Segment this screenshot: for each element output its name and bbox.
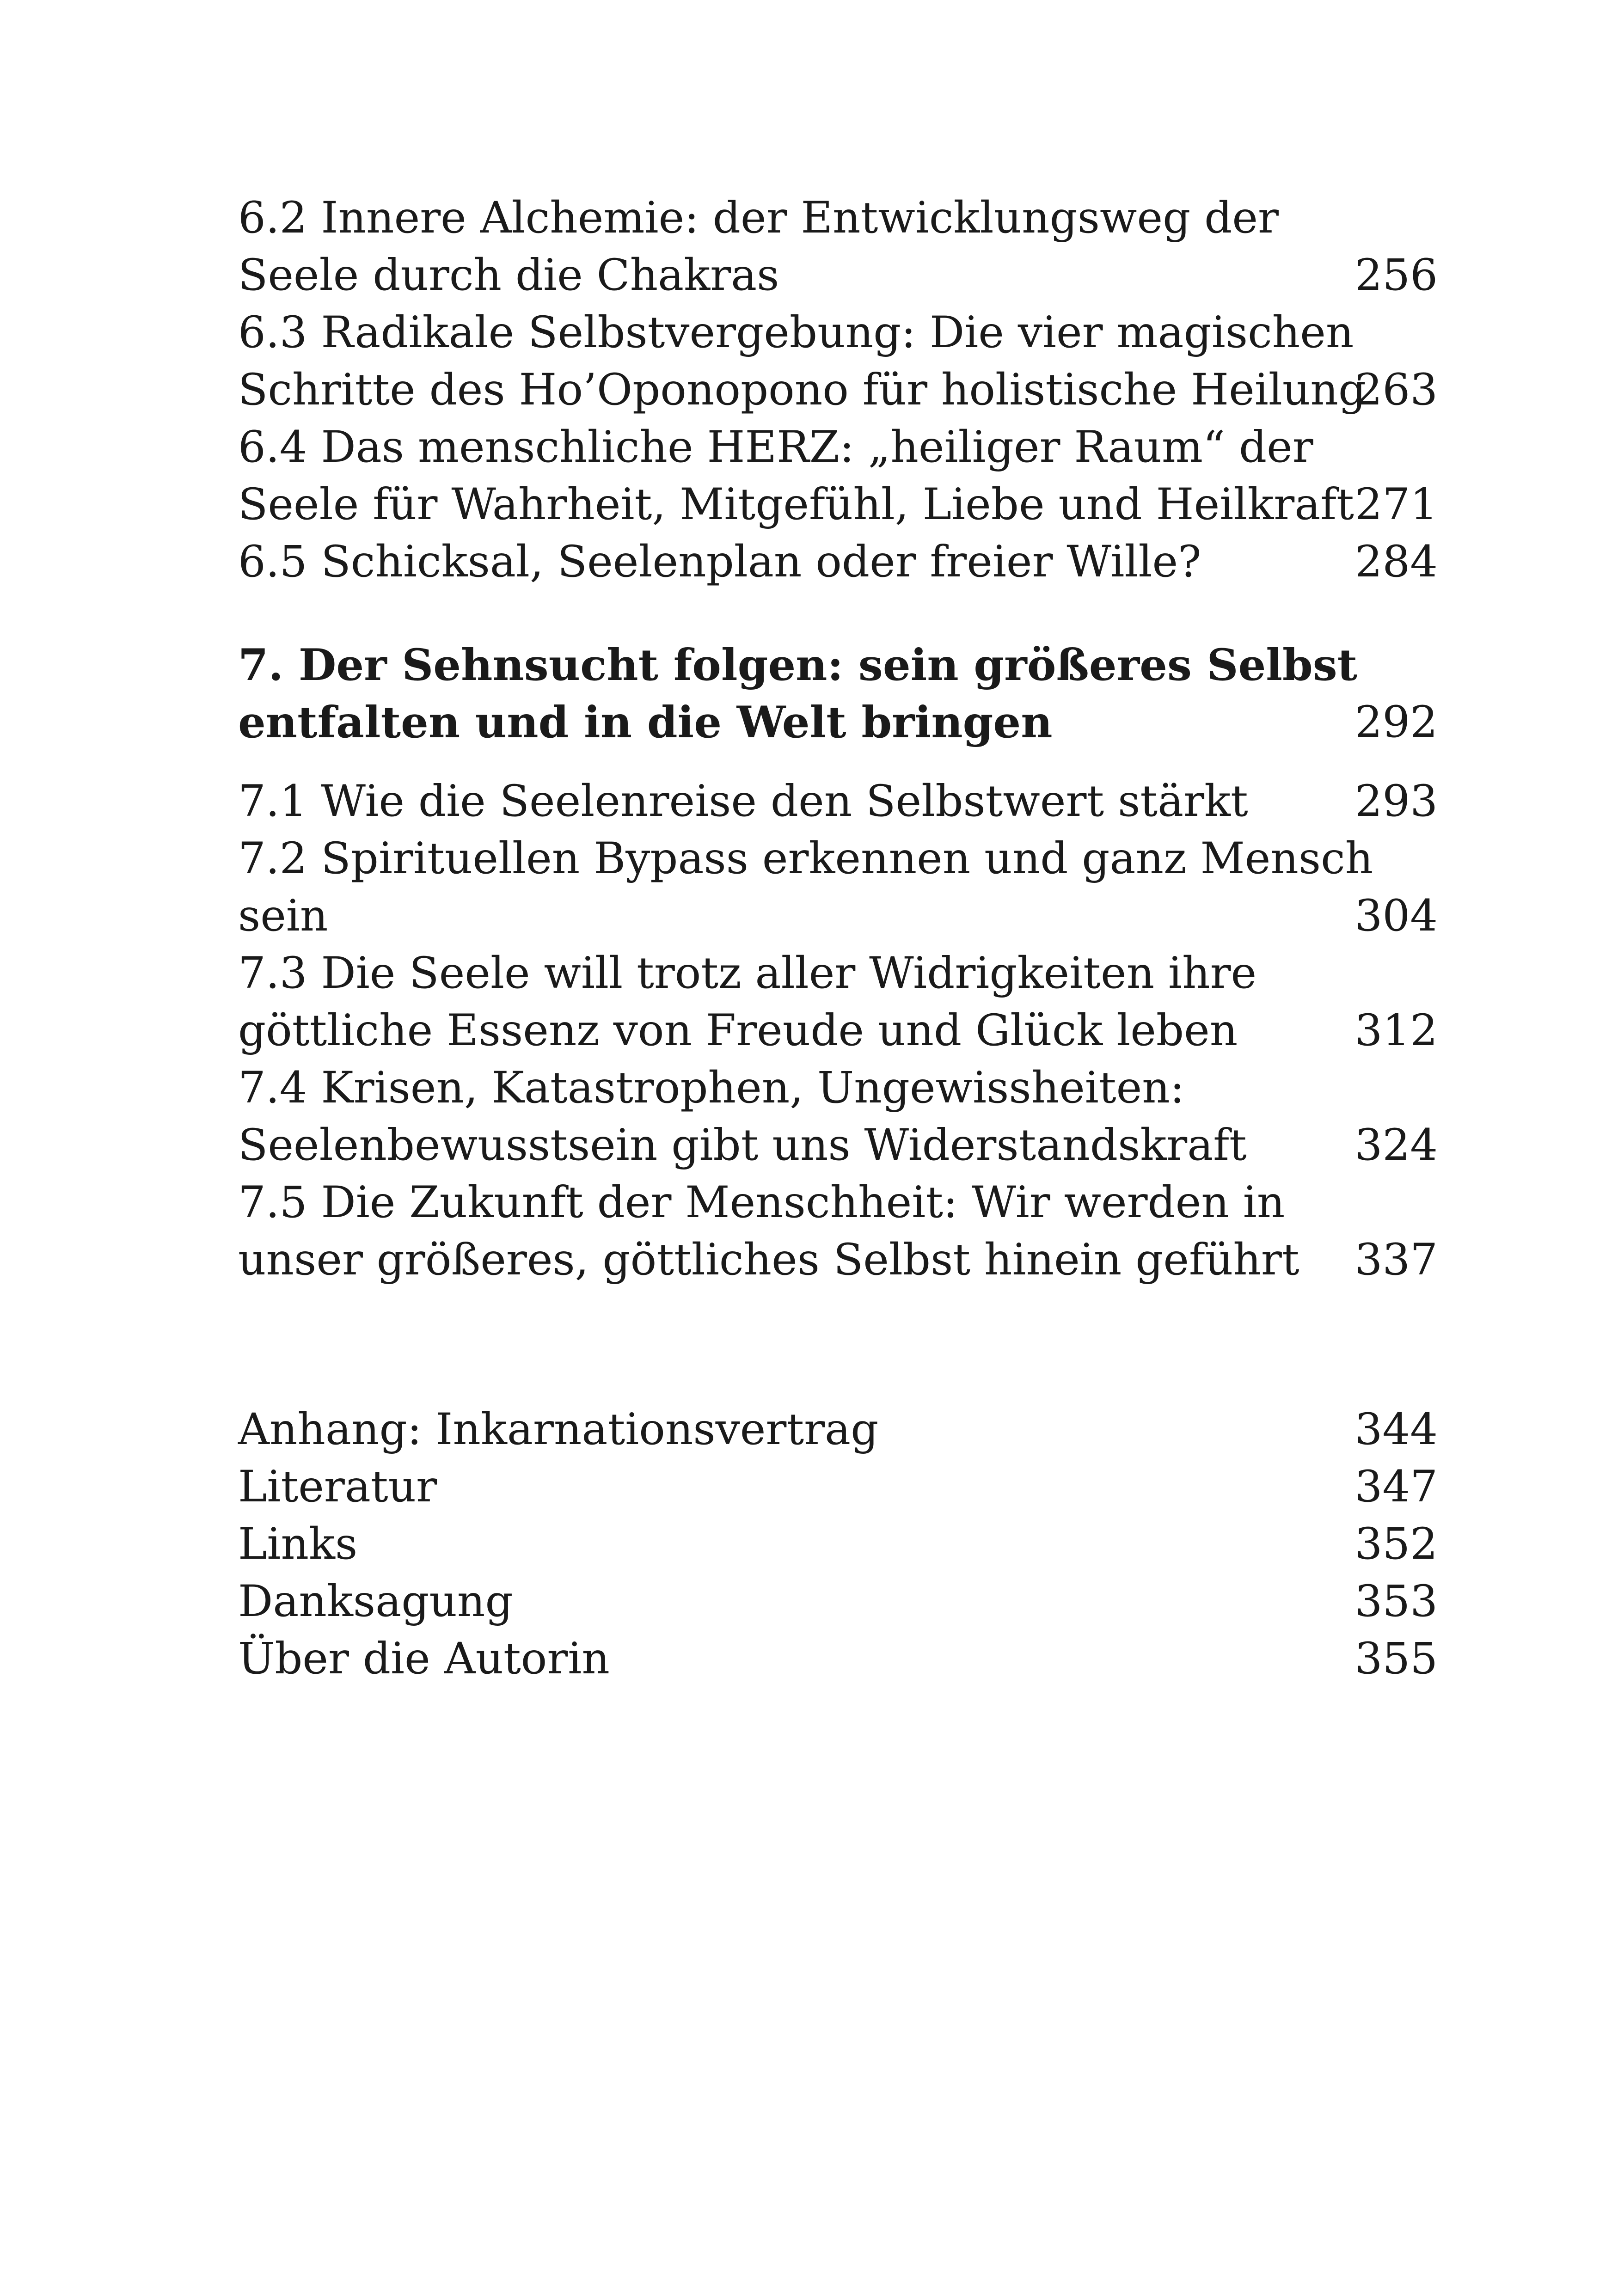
toc-entry-text: Anhang: Inkarnationsvertrag <box>238 1404 879 1455</box>
toc-page-number: 284 <box>1354 537 1438 587</box>
toc-chapter-7-line-1 <box>238 637 1438 694</box>
toc-page-number: 337 <box>1354 1235 1438 1285</box>
toc-entry-text: Literatur <box>238 1462 437 1512</box>
toc-entry-7-5-line-2 <box>238 1231 1438 1289</box>
toc-page-number: 293 <box>1354 776 1438 827</box>
toc-chapter-title: entfalten und in die Welt bringen <box>238 697 1053 748</box>
toc-entry-text: Seele für Wahrheit, Mitgefühl, Liebe und Heilkraft <box>238 479 1354 530</box>
toc-entry-6-2-line-2 <box>238 247 1438 304</box>
toc-entry-text: 6.2 Innere Alchemie: der Entwicklungsweg der <box>238 193 1279 243</box>
toc-entry-text: Seele durch die Chakras <box>238 250 779 300</box>
toc-page-number: 263 <box>1354 365 1438 415</box>
toc-entry-7-2-line-2 <box>238 888 1438 945</box>
toc-page-number: 304 <box>1354 891 1438 941</box>
toc-appendix-danksagung <box>238 1573 1438 1630</box>
toc-entry-text: 7.5 Die Zukunft der Menschheit: Wir werden in <box>238 1177 1285 1228</box>
toc-appendix-autorin <box>238 1630 1438 1688</box>
toc-page-number: 256 <box>1354 250 1438 300</box>
toc-entry-text: Links <box>238 1519 358 1569</box>
toc-page-number: 292 <box>1354 697 1438 747</box>
toc-page-number: 312 <box>1354 1005 1438 1056</box>
toc-entry-7-3-line-1 <box>238 945 1438 1002</box>
toc-entry-text: 6.5 Schicksal, Seelenplan oder freier Wille? <box>238 537 1201 587</box>
toc-entry-text: 6.3 Radikale Selbstvergebung: Die vier magischen <box>238 307 1354 358</box>
toc-entry-text: Seelenbewusstsein gibt uns Widerstandskraft <box>238 1120 1247 1170</box>
toc-entry-text: Über die Autorin <box>238 1634 610 1684</box>
toc-chapter-7-line-2 <box>238 694 1438 751</box>
toc-chapter-title: 7. Der Sehnsucht folgen: sein größeres Selbst <box>238 640 1358 691</box>
toc-page-number: 353 <box>1354 1576 1438 1627</box>
toc-page-number: 352 <box>1354 1519 1438 1569</box>
toc-entry-7-2-line-1 <box>238 830 1438 888</box>
toc-page-number: 355 <box>1354 1634 1438 1684</box>
toc-page-number: 347 <box>1354 1462 1438 1512</box>
toc-appendix-literatur <box>238 1458 1438 1516</box>
toc-appendix-anhang <box>238 1401 1438 1458</box>
toc-entry-text: göttliche Essenz von Freude und Glück leben <box>238 1005 1238 1056</box>
toc-entry-7-4-line-2 <box>238 1117 1438 1174</box>
toc-page-number: 324 <box>1354 1120 1438 1170</box>
toc-entry-text: 7.1 Wie die Seelenreise den Selbstwert stärkt <box>238 776 1248 827</box>
toc-entry-6-4-line-1 <box>238 419 1438 476</box>
toc-entry-6-3-line-2 <box>238 361 1438 419</box>
toc-entry-text: Schritte des Ho’Oponopono für holistische Heilung <box>238 365 1367 415</box>
toc-entry-text: Danksagung <box>238 1576 513 1627</box>
toc-entry-text: 6.4 Das menschliche HERZ: „heiliger Raum“ der <box>238 422 1313 472</box>
toc-page-number: 344 <box>1354 1404 1438 1455</box>
toc-entry-text: 7.2 Spirituellen Bypass erkennen und ganz Mensch <box>238 833 1373 884</box>
toc-appendix-links <box>238 1516 1438 1573</box>
toc-entry-7-1 <box>238 773 1438 830</box>
toc-entry-6-4-line-2 <box>238 476 1438 533</box>
toc-entry-text: sein <box>238 891 328 941</box>
toc-entry-7-3-line-2 <box>238 1002 1438 1059</box>
toc-entry-7-5-line-1 <box>238 1174 1438 1231</box>
toc-entry-7-4-line-1 <box>238 1059 1438 1117</box>
toc-entry-text: 7.4 Krisen, Katastrophen, Ungewissheiten: <box>238 1063 1185 1113</box>
toc-entry-text: unser größeres, göttliches Selbst hinein geführt <box>238 1235 1299 1285</box>
toc-entry-6-3-line-1 <box>238 304 1438 361</box>
toc-entry-6-5 <box>238 533 1438 591</box>
toc-page-number: 271 <box>1354 479 1438 530</box>
toc-entry-6-2-line-1 <box>238 190 1438 247</box>
toc-entry-text: 7.3 Die Seele will trotz aller Widrigkeiten ihre <box>238 948 1257 998</box>
